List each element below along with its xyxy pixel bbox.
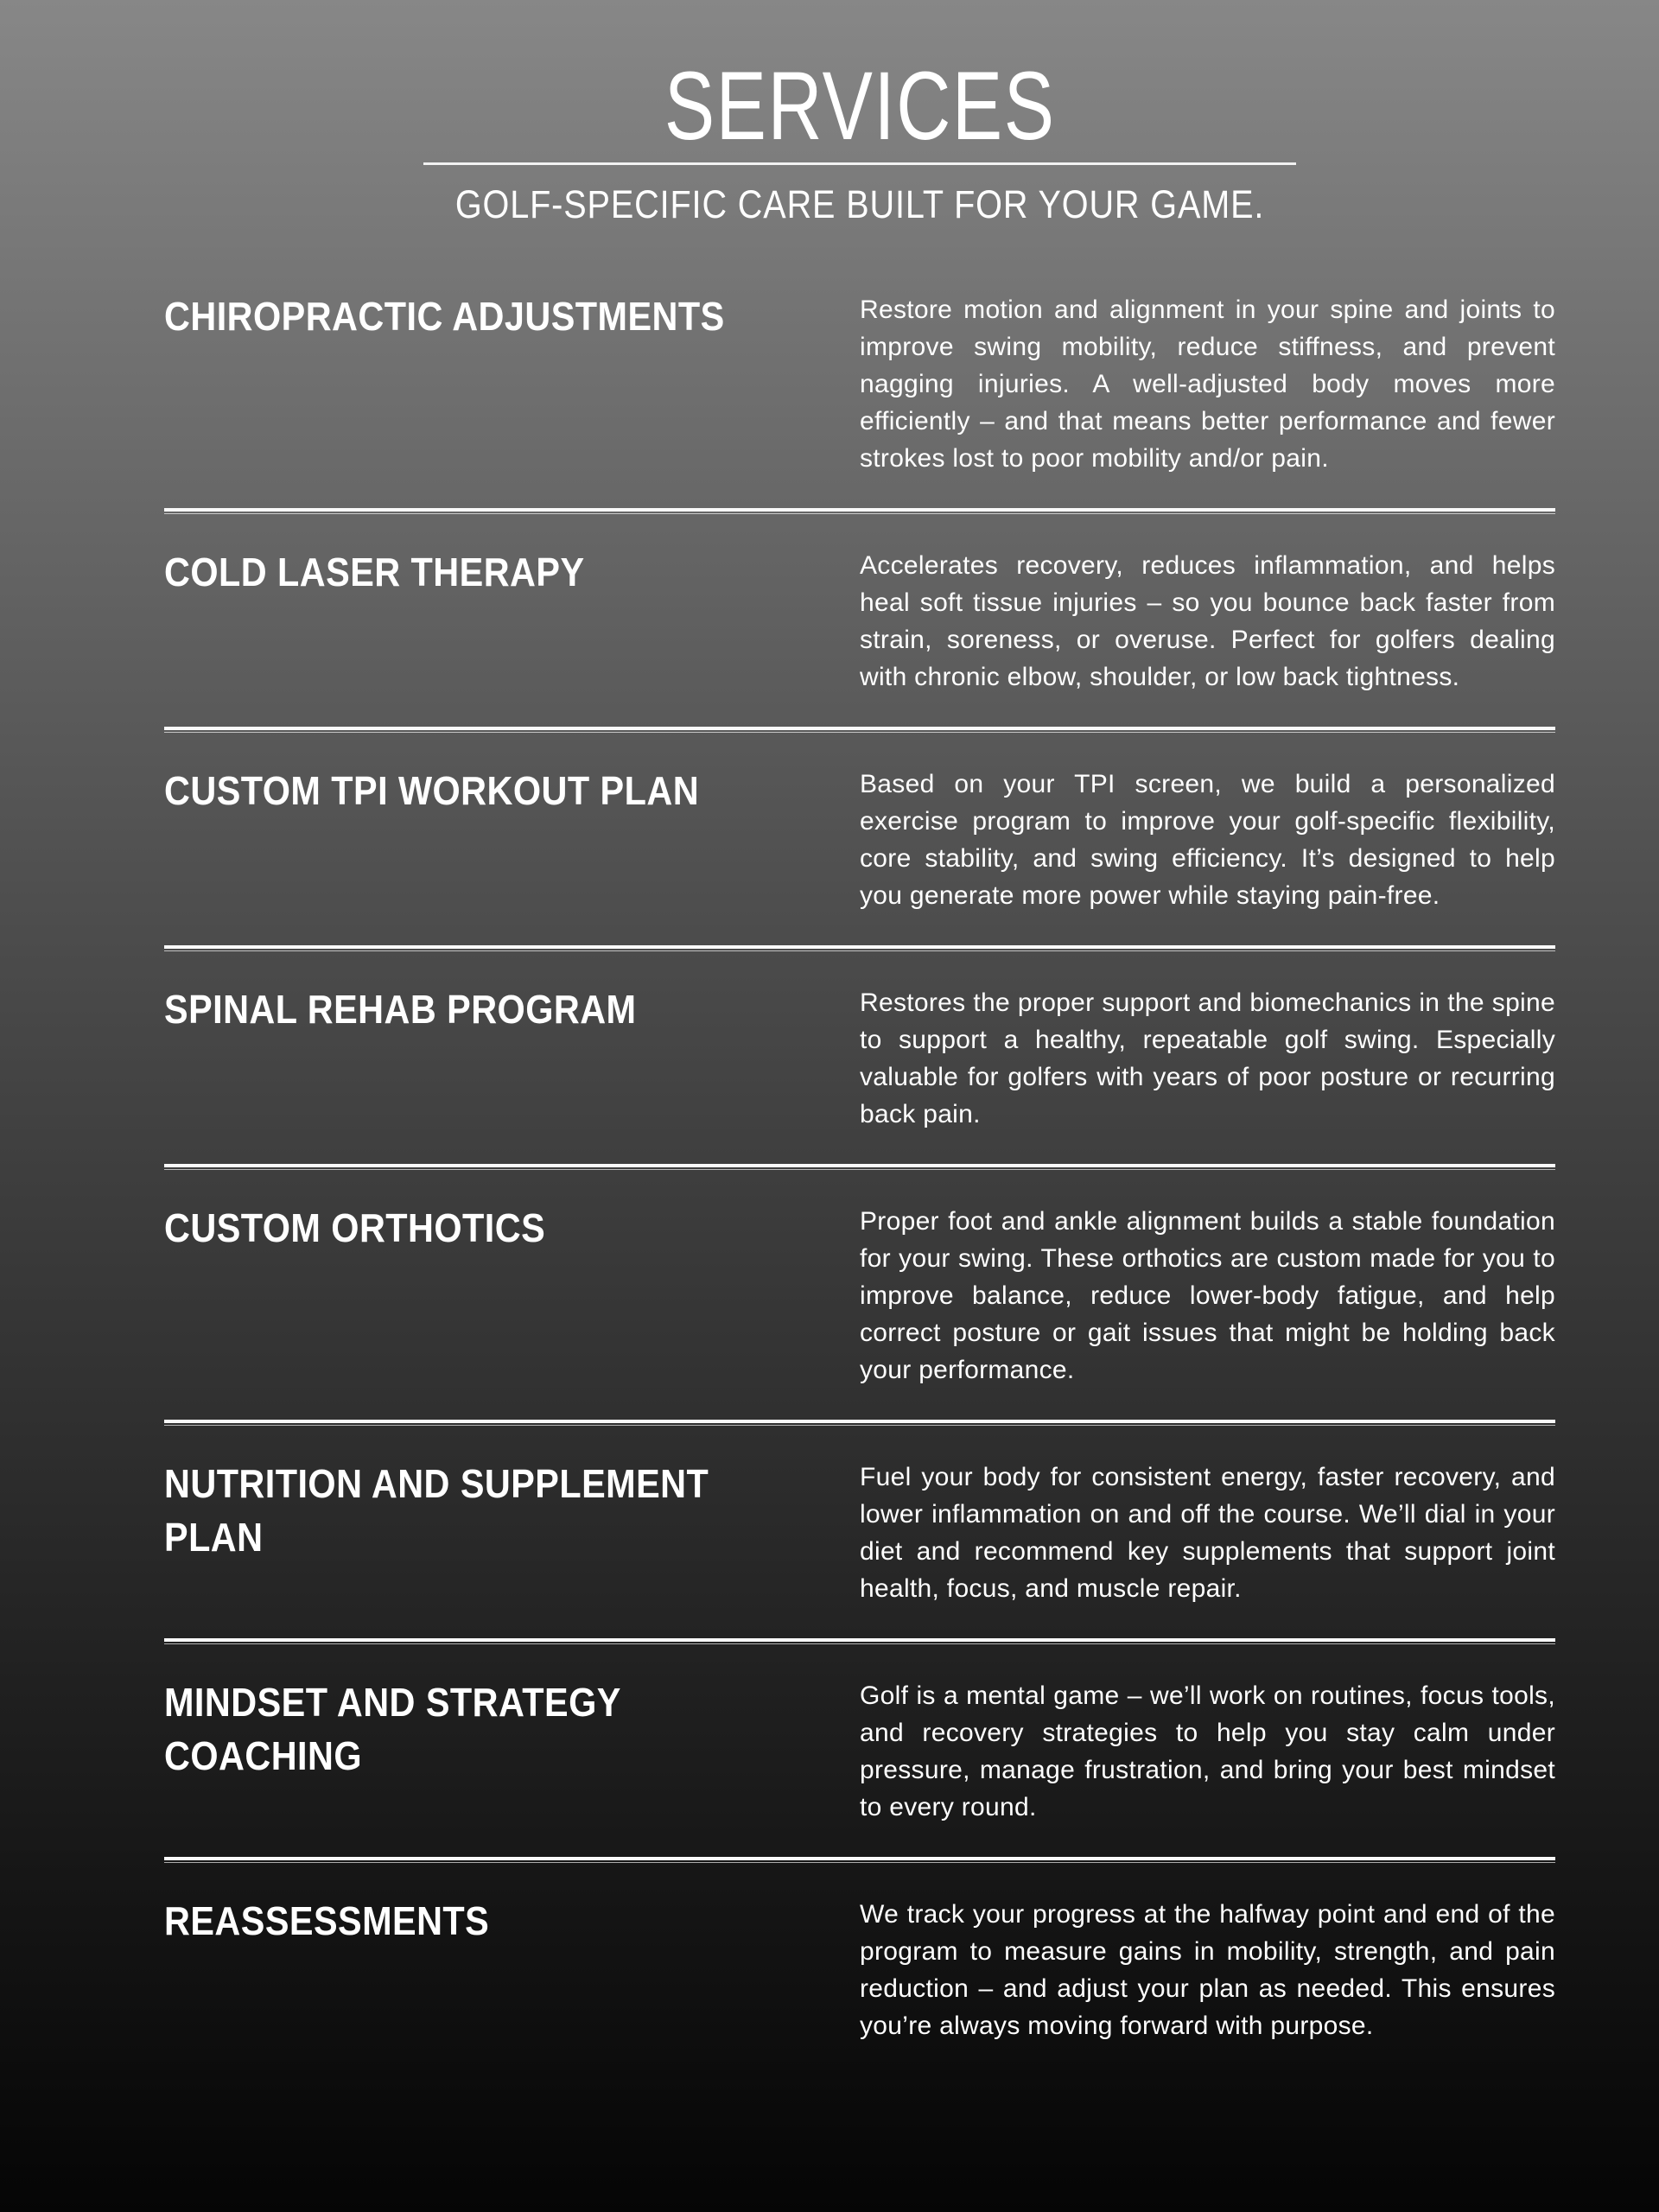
section-divider [164,1164,1555,1170]
service-section-chiropractic-adjustments [164,258,1555,508]
page-title: SERVICES [664,52,1056,160]
service-section-mindset-and-strategy-coaching [164,1644,1555,1857]
service-section-reassessments [164,1863,1555,2075]
service-section-custom-orthotics [164,1170,1555,1420]
page-header [164,52,1555,227]
section-divider [164,727,1555,733]
service-title: CUSTOM ORTHOTICS [164,1205,546,1250]
service-title: SPINAL REHAB PROGRAM [164,986,637,1032]
service-description: Proper foot and ankle alignment builds a stable foundation for your swing. These orthotics are custom made for you to improve balance, reduce lower-body fatigue, and help correct posture or gait issues that might be holding back your performance. [860,1206,1555,1384]
service-section-custom-tpi-workout-plan [164,733,1555,945]
service-title: NUTRITION AND SUPPLEMENT PLAN [164,1460,709,1560]
service-title: COLD LASER THERAPY [164,549,585,594]
service-section-nutrition-and-supplement-plan [164,1426,1555,1638]
service-title: REASSESSMENTS [164,1897,490,1943]
service-section-spinal-rehab-program [164,951,1555,1164]
section-divider [164,945,1555,951]
service-title: CUSTOM TPI WORKOUT PLAN [164,767,700,813]
service-description: Restores the proper support and biomechanics in the spine to support a healthy, repeatable golf swing. Especially valuable for golfers with years of poor posture or recurring back pain. [860,988,1555,1128]
section-divider [164,1857,1555,1863]
service-description: Fuel your body for consistent energy, faster recovery, and lower inflammation on and off the course. We’ll dial in your diet and recommend key supplements that support joint health, focus, and muscle repair. [860,1462,1555,1603]
service-description: We track your progress at the halfway point and end of the program to measure gains in mobility, strength, and pain reduction – and adjust your plan as needed. This ensures you’re always moving forward with purpose. [860,1899,1555,2040]
service-description: Accelerates recovery, reduces inflammation, and helps heal soft tissue injuries – so you bounce back faster from strain, soreness, or overuse. Perfect for golfers dealing with chronic elbow, shoulder, or low back tightness. [860,550,1555,691]
service-description: Golf is a mental game – we’ll work on routines, focus tools, and recovery strategies to help you stay calm under pressure, manage frustration, and bring your best mindset to every round. [860,1681,1555,1821]
service-description: Restore motion and alignment in your spine and joints to improve swing mobility, reduce stiffness, and prevent nagging injuries. A well-adjusted body moves more efficiently – and that means better performance and fewer strokes lost to poor mobility and/or pain. [860,295,1555,473]
service-description: Based on your TPI screen, we build a personalized exercise program to improve your golf-specific flexibility, core stability, and swing efficiency. It’s designed to help you generate more power while staying pain-free. [860,769,1555,910]
service-section-cold-laser-therapy [164,514,1555,727]
service-title: CHIROPRACTIC ADJUSTMENTS [164,293,725,339]
section-divider [164,508,1555,514]
title-underline [423,162,1296,165]
page-subtitle: GOLF-SPECIFIC CARE BUILT FOR YOUR GAME. [454,181,1265,226]
section-divider [164,1420,1555,1426]
section-divider [164,1638,1555,1644]
service-title: MINDSET AND STRATEGY COACHING [164,1679,621,1778]
